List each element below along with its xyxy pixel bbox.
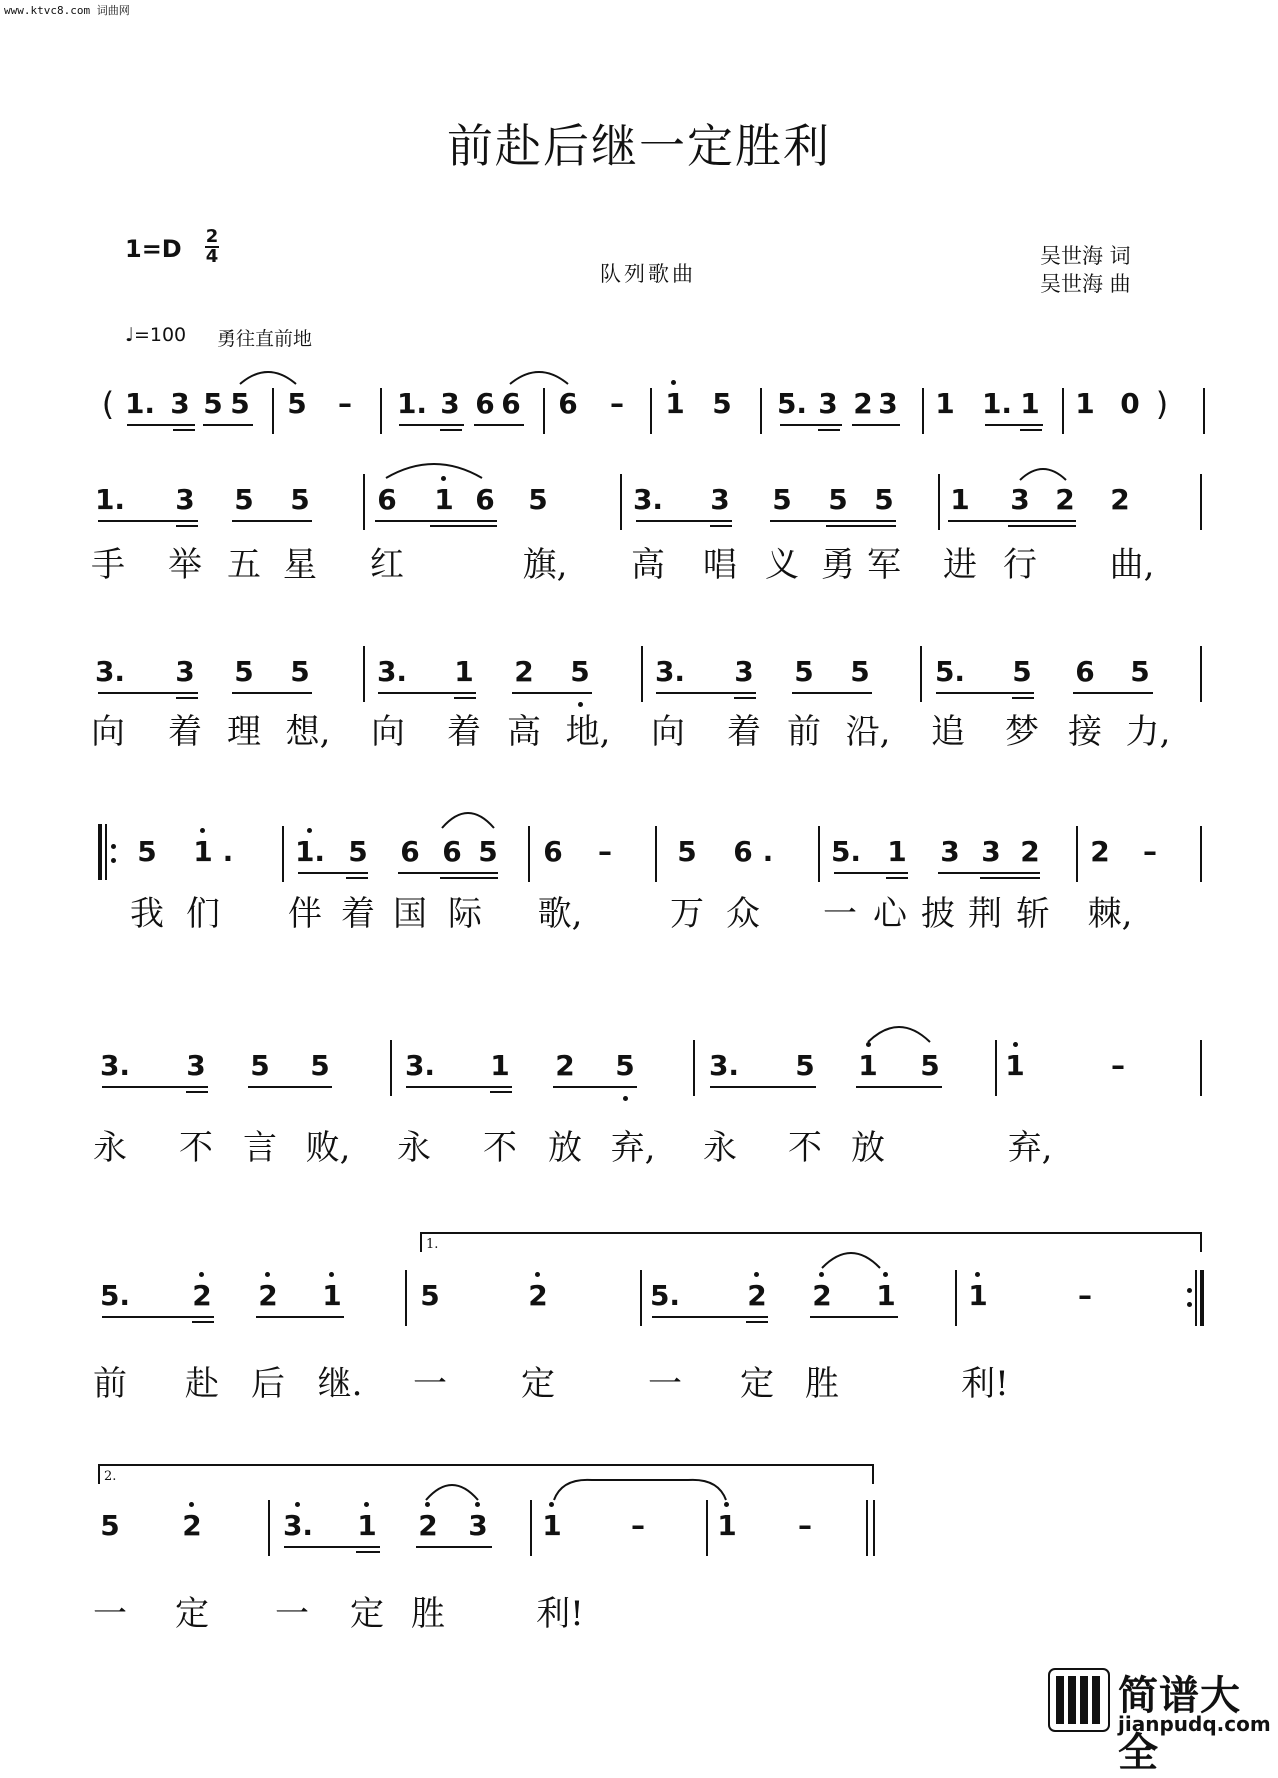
staff-row-6 [0,1510,1278,1570]
lyric: 五 [227,545,261,585]
note: 3. [654,655,686,688]
note: 1 [454,655,474,688]
song-title: 前赴后继一定胜利 [447,119,831,173]
note: 6 [558,387,578,420]
note: 1 [193,835,213,868]
note: 3 [1010,483,1030,516]
time-signature [205,228,219,266]
note: 1 [1075,387,1095,420]
note: 1 [434,483,454,516]
staff-row-3 [0,836,1278,896]
note: 6 [501,387,521,420]
lyric: 高 [507,712,541,752]
note: 6 [475,483,495,516]
note: 3 [186,1049,206,1082]
lyric: 梦 [1005,712,1039,752]
volta-1-bracket [420,1232,1202,1252]
note: 1. [396,387,428,420]
note: 0 [1120,387,1140,420]
note: 5 [1130,655,1150,688]
lyrics-row-3 [0,894,1278,938]
note: 3 [981,835,1001,868]
lyric: 力, [1125,712,1171,752]
lyric: 们 [186,894,220,934]
volta-1-number: 1. [426,1237,439,1252]
lyric: 勇 [821,545,855,585]
note: 1. [294,835,326,868]
note: 1 [950,483,970,516]
staff-row-2 [0,656,1278,716]
note: 1 [1005,1049,1025,1082]
key-signature: 1=D [125,235,182,263]
note: 3. [94,655,126,688]
note: 2 [528,1279,548,1312]
dash: – [1143,835,1157,868]
note: 5 [234,483,254,516]
lyric: 放 [548,1128,582,1168]
lyric: 想, [285,712,331,752]
note: 3 [440,387,460,420]
note: 2 [1090,835,1110,868]
lyric: 向 [371,712,405,752]
note: 2 [418,1509,438,1542]
lyric: 弃, [610,1128,656,1168]
note: 5. [649,1279,681,1312]
note: 3 [710,483,730,516]
note: 1. [124,387,156,420]
note: 1 [876,1279,896,1312]
dash: – [598,835,612,868]
lyric: 不 [788,1128,822,1168]
lyric: 定 [740,1364,774,1404]
lyric: 利! [536,1594,584,1634]
lyric: 红 [370,545,404,585]
note: 6 [400,835,420,868]
lyric: 追 [931,712,965,752]
lyric: 曲, [1109,545,1155,585]
site-watermark: www.ktvc8.com 词曲网 [4,4,130,17]
note: 3. [376,655,408,688]
note: 2 [182,1509,202,1542]
paren-open: ( [101,385,115,423]
time-sig-top: 2 [205,226,219,247]
lyric: 向 [91,712,125,752]
lyric: 向 [651,712,685,752]
song-style: 队列歌曲 [600,262,696,286]
volta-2-number: 2. [104,1469,117,1484]
lyric: 胜 [411,1594,445,1634]
dash: – [798,1509,812,1542]
lyrics-row-6 [0,1594,1278,1638]
note: 5 [290,483,310,516]
note: 1 [1020,387,1040,420]
dash: – [338,387,352,420]
tempo-marking: ♩=100 [125,324,187,346]
lyric: 永 [703,1128,737,1168]
lyrics-row-2 [0,712,1278,756]
note: 1 [665,387,685,420]
note: 3 [175,483,195,516]
note: 5 [1012,655,1032,688]
lyric: 旗, [522,545,568,585]
lyric: 一 [275,1594,309,1634]
note: 3 [878,387,898,420]
note: 2 [514,655,534,688]
note: 5 [310,1049,330,1082]
note: 6 [442,835,462,868]
lyric: 众 [726,894,760,934]
note: 5 [287,387,307,420]
note: 5 [772,483,792,516]
note: 2 [812,1279,832,1312]
note: 3 [170,387,190,420]
lyric: 一 [823,894,857,934]
lyric: 前 [93,1364,127,1404]
note: 5 [850,655,870,688]
note: 3. [99,1049,131,1082]
note: 3. [632,483,664,516]
note: 3. [708,1049,740,1082]
lyric: 棘, [1087,894,1133,934]
note: 3 [734,655,754,688]
lyric: 永 [397,1128,431,1168]
note: 5 [795,1049,815,1082]
note: 3 [818,387,838,420]
note: 1 [935,387,955,420]
lyricist-credit: 吴世海 词 [1040,244,1131,268]
lyric: 万 [670,894,704,934]
aug-dot: . [222,835,234,868]
note: 2 [1055,483,1075,516]
note: 1 [887,835,907,868]
lyric: 一 [413,1364,447,1404]
lyric: 不 [483,1128,517,1168]
lyric: 军 [867,545,901,585]
note: 1 [717,1509,737,1542]
note: 1 [968,1279,988,1312]
lyric: 歌, [537,894,583,934]
note: 5 [794,655,814,688]
expression-marking: 勇往直前地 [217,328,313,350]
lyric: 着 [727,712,761,752]
note: 5 [230,387,250,420]
note: 1. [94,483,126,516]
note: 1 [542,1509,562,1542]
lyric: 永 [93,1128,127,1168]
note: 1 [490,1049,510,1082]
note: 5. [776,387,808,420]
lyrics-row-1 [0,545,1278,589]
note: 6 [475,387,495,420]
note: 2 [192,1279,212,1312]
lyric: 胜 [805,1364,839,1404]
lyric: 弃, [1007,1128,1053,1168]
note: 5. [934,655,966,688]
lyric: 着 [341,894,375,934]
logo-text: 简谱大全 [1118,1673,1241,1776]
lyric: 举 [168,545,202,585]
piano-logo-icon [1048,1668,1110,1732]
note: 5 [874,483,894,516]
note: 3. [404,1049,436,1082]
staff-row-4 [0,1050,1278,1110]
lyric: 着 [447,712,481,752]
note: 6 [543,835,563,868]
staff-row-1 [0,484,1278,544]
note: 5 [828,483,848,516]
lyric: 斩 [1016,894,1050,934]
lyric: 继. [317,1364,363,1404]
lyric: 败, [305,1128,351,1168]
lyric: 定 [521,1364,555,1404]
lyric: 一 [93,1594,127,1634]
note: 2 [1110,483,1130,516]
lyric: 前 [787,712,821,752]
logo-url: jianpudq.com [1118,1712,1271,1736]
note: 5 [712,387,732,420]
note: 6 [1075,655,1095,688]
note: 5 [528,483,548,516]
lyric: 高 [631,545,665,585]
lyric: 义 [765,545,799,585]
note: 6 [733,835,753,868]
lyric: 地, [565,712,611,752]
lyric: 定 [350,1594,384,1634]
time-sig-bottom: 4 [205,246,219,267]
lyric: 沿, [845,712,891,752]
lyric: 利! [961,1364,1009,1404]
note: 2 [555,1049,575,1082]
lyric: 我 [130,894,164,934]
lyrics-row-5 [0,1364,1278,1408]
staff-row-intro [0,385,1278,448]
note: 5 [348,835,368,868]
dash: – [610,387,624,420]
lyric: 手 [91,545,125,585]
paren-close: ) [1155,385,1169,423]
note: 5 [137,835,157,868]
dash: – [1078,1279,1092,1312]
note: 2 [747,1279,767,1312]
lyric: 一 [648,1364,682,1404]
composer-credit: 吴世海 曲 [1040,272,1131,296]
lyric: 伴 [288,894,322,934]
note: 6 [377,483,397,516]
lyric: 唱 [703,545,737,585]
note: 5 [920,1049,940,1082]
note: 5 [250,1049,270,1082]
note: 1 [322,1279,342,1312]
lyric: 不 [179,1128,213,1168]
lyric: 国 [393,894,427,934]
note: 2 [258,1279,278,1312]
lyric: 放 [851,1128,885,1168]
lyric: 际 [448,894,482,934]
note: 5 [615,1049,635,1082]
lyric: 心 [873,894,907,934]
lyric: 定 [175,1594,209,1634]
lyric: 接 [1068,712,1102,752]
lyric: 言 [243,1128,277,1168]
note: 5 [290,655,310,688]
lyric: 星 [283,545,317,585]
lyrics-row-4 [0,1128,1278,1172]
note: 2 [1020,835,1040,868]
note: 3 [468,1509,488,1542]
lyric: 理 [227,712,261,752]
aug-dot: . [762,835,774,868]
note: 1 [357,1509,377,1542]
volta-2-bracket [98,1464,874,1484]
dash: – [1111,1049,1125,1082]
note: 3. [282,1509,314,1542]
lyric: 荆 [968,894,1002,934]
lyric: 进 [943,545,977,585]
note: 5. [830,835,862,868]
note: 5 [100,1509,120,1542]
note: 5 [203,387,223,420]
note: 5 [420,1279,440,1312]
note: 1. [981,387,1013,420]
note: 3 [175,655,195,688]
note: 1 [858,1049,878,1082]
note: 2 [853,387,873,420]
lyric: 行 [1003,545,1037,585]
note: 5 [677,835,697,868]
lyric: 赴 [185,1364,219,1404]
dash: – [631,1509,645,1542]
note: 3 [940,835,960,868]
note: 5 [478,835,498,868]
lyric: 披 [921,894,955,934]
note: 5 [234,655,254,688]
lyric: 着 [168,712,202,752]
lyric: 后 [251,1364,285,1404]
staff-row-5 [0,1280,1278,1340]
note: 5. [99,1279,131,1312]
note: 5 [570,655,590,688]
